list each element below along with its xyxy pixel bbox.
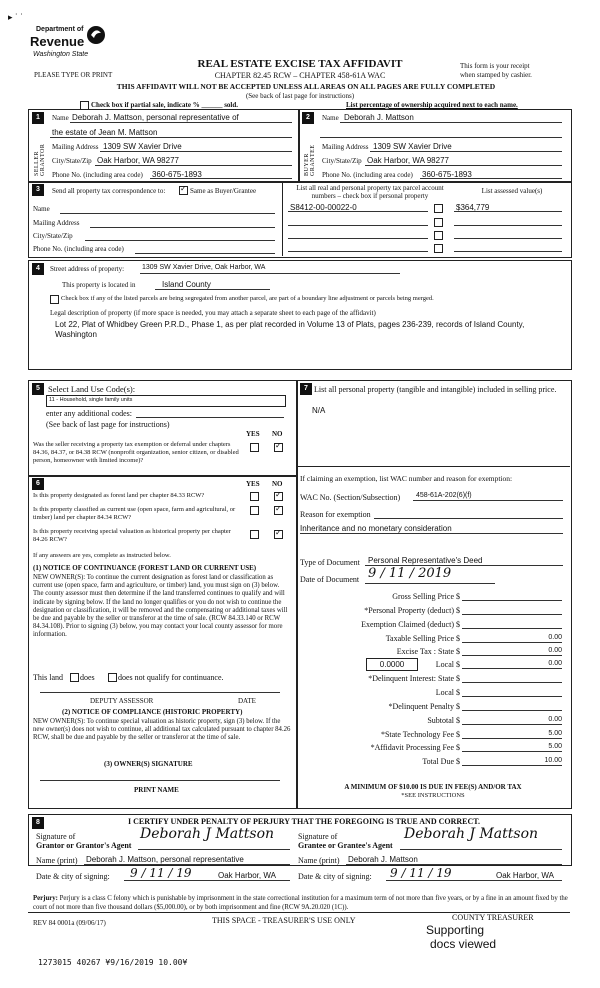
same-as-buyer-label: Same as Buyer/Grantee [190,187,257,195]
grantor-date-line [124,880,290,881]
grantee-date-label: Date & city of signing: [298,872,372,881]
stamp-supporting: Supporting [426,923,485,937]
forest-land-section [28,475,298,809]
receipt-stamp-id: 1273015 40267 ¥9/16/2019 10.00¥ [38,958,188,967]
deputy-line [40,692,280,693]
assessed-header: List assessed value(s) [481,187,543,195]
doc-date-line [365,583,495,584]
stamp-docs-viewed: docs viewed [430,937,497,951]
does-checkbox[interactable] [70,673,79,682]
wac-line [413,500,563,501]
legal-value[interactable]: Lot 22, Plat of Whidbey Green P.R.D., Phase 1, as per plat recorded in Volume 13 of Plats, pages 236-239, records of Island County, Washington [55,320,525,339]
same-as-buyer-checkbox[interactable] [179,186,188,195]
land-use-value: 11 - Household, single family units [49,397,133,403]
fee-local-label: Local $ [435,660,460,669]
parcel-line-2 [288,225,428,226]
land-use-select[interactable] [46,395,286,407]
does-not-checkbox[interactable] [108,673,117,682]
fee-personal-label: *Personal Property (deduct) $ [364,606,460,615]
buyer-mailing-label: Mailing Address [322,143,369,151]
receipt-note-1: This form is your receipt [460,62,530,70]
fee-local-value[interactable]: 0.00 [548,660,562,667]
owner-signature-label: (3) OWNER(S) SIGNATURE [104,760,193,768]
county-label: This property is located in [62,281,136,289]
assessed-line-3 [454,238,562,239]
buyer-name-value[interactable]: Deborah J. Mattson [344,113,414,122]
street-line [140,273,400,274]
personal-property-label: List all personal property (tangible and intangible) included in selling price. [314,385,557,394]
grantor-sig-label-2: Grantor or Grantor's Agent [36,841,132,850]
historic-question: Is this property receiving special valuation as historical property per chapter 84.26 RCW? [33,528,231,543]
receipt-note-2: when stamped by cashier. [460,71,532,79]
fee-technology-label: *State Technology Fee $ [380,730,460,739]
deputy-date-label: DATE [238,697,256,705]
grantor-date-value[interactable]: 9 / 11 / 19 [130,866,192,880]
reason-label: Reason for exemption [300,510,371,519]
notice-compliance-body: NEW OWNER(S): To continue special valuation as historic property, sign (3) below. If the new owner(s) does not wish to continue, all additional tax calculated pursuant to chapter 84.26 RCW, shall be due and payable by the seller or transferor at the time of sale. [33,718,291,742]
notice-compliance-title: (2) NOTICE OF COMPLIANCE (HISTORIC PROPERTY) [62,708,243,716]
wac-label: WAC No. (Section/Subsection) [300,493,401,502]
does-label: does [80,673,95,682]
fee-total-line [462,765,562,766]
land-use-see-back: (See back of last page for instructions) [46,420,170,429]
form-warning: THIS AFFIDAVIT WILL NOT BE ACCEPTED UNLESS ALL AREAS ON ALL PAGES ARE FULLY COMPLETED [116,82,496,91]
fee-technology-line [462,738,562,739]
doc-type-label: Type of Document [300,558,360,567]
grantee-name-value[interactable]: Deborah J. Mattson [348,855,418,864]
seller-phone-line [150,178,292,179]
parcel-line-4 [288,251,428,252]
buyer-phone-label: Phone No. (including area code) [322,171,413,179]
buyer-mailing-line [370,151,562,152]
parcel-personal-checkbox-4[interactable] [434,244,443,253]
fee-interest-local-line [462,696,562,697]
local-rate-value: 0.0000 [379,660,405,669]
fee-interest-state-line [462,682,562,683]
perjury-label: Perjury: [33,895,58,902]
doc-date-label: Date of Document [300,575,360,584]
additional-codes-label: enter any additional codes: [46,409,132,418]
reason-line [374,518,563,519]
seller-name-value-2[interactable]: the estate of Jean M. Mattson [52,128,158,137]
does-not-label: does not qualify for continuance. [118,673,224,682]
parcel-header: List all real and personal property tax parcel account numbers – check box if personal property [296,184,444,200]
parcel-personal-checkbox-3[interactable] [434,231,443,240]
buyer-name-line-2 [320,137,562,138]
grantee-sig-line [400,849,562,850]
county-treasurer: COUNTY TREASURER [452,913,534,922]
additional-codes-line [136,417,284,418]
logo-dept-line3: Washington State [33,51,89,58]
section-5-number: 5 [32,383,44,395]
grantor-signature[interactable]: Deborah J Mattson [140,826,275,842]
notice-continuance-title: (1) NOTICE OF CONTINUANCE (FOREST LAND OR CURRENT USE) [33,564,257,572]
reason-value[interactable]: Inheritance and no monetary consideration [300,524,452,533]
see-back-note: (See back of last page for instructions) [245,92,355,100]
grantee-date-line [386,880,562,881]
form-chapter: CHAPTER 82.45 RCW – CHAPTER 458-61A WAC [214,71,386,80]
fee-gross-line [462,600,562,601]
seller-phone-value[interactable]: 360-675-1893 [152,170,202,179]
segregated-checkbox[interactable] [50,295,59,304]
buyer-city-value[interactable]: Oak Harbor, WA 98277 [367,156,449,165]
fee-total-value[interactable]: 10.00 [544,757,562,764]
current-use-no-checkbox[interactable] [274,506,283,515]
seller-name-value[interactable]: Deborah J. Mattson, personal representative of [72,113,239,122]
parcel-value[interactable]: S8412-00-00022-0 [290,203,357,212]
fee-total-label: Total Due $ [422,757,460,766]
fee-personal-line [462,614,562,615]
seller-city-line [95,165,292,166]
street-label: Street address of property: [50,265,125,273]
seller-mailing-value[interactable]: 1309 SW Xavier Drive [103,142,182,151]
reason-line-2 [300,533,563,534]
seller-name-label: Name [52,114,69,122]
fee-gross-label: Gross Selling Price $ [392,592,460,601]
corr-city-line [85,240,275,241]
seller-city-label: City/State/Zip [52,157,92,165]
county-value[interactable]: Island County [162,280,211,289]
form-title: REAL ESTATE EXCISE TAX AFFIDAVIT [197,58,403,70]
section-5-no: NO [272,430,283,438]
send-correspondence-label: Send all property tax correspondence to: [52,187,166,195]
assessed-line-2 [454,225,562,226]
seller-phone-label: Phone No. (including area code) [52,171,143,179]
fee-interest-state-label: *Delinquent Interest: State $ [368,674,460,683]
section-6-yes: YES [246,480,260,488]
grantee-sig-label-2: Grantee or Grantee's Agent [298,841,393,850]
grantor-sig-label-1: Signature of [36,832,76,841]
logo-dept-line1: Department of [36,26,84,33]
form-revision: REV 84 0001a (09/06/17) [33,919,106,927]
section-2-number: 2 [302,112,314,124]
print-name-label: PRINT NAME [134,786,179,794]
buyer-side-label: BUYER GRANTEE [304,144,316,176]
buyer-city-label: City/State/Zip [322,157,362,165]
corr-mailing-line [90,227,275,228]
fee-exemption-label: Exemption Claimed (deduct) $ [361,620,460,629]
perjury-text: Perjury is a class C felony which is punishable by imprisonment in the state correctional institution for a maximum term of not more than five years, or by a fine in an amount fixed by the court of not more than five thousand dollars ($5,000.00), or by both imprisonment and fine (RCW 9A.20.020 (1C)). [33,895,568,911]
fee-processing-line [462,751,562,752]
fee-local-line [462,668,562,669]
assessed-value[interactable]: $364,779 [456,203,490,212]
fee-penalty-line [462,710,562,711]
parcel-personal-checkbox-2[interactable] [434,218,443,227]
grantor-name-line [84,864,290,865]
current-use-yes-checkbox[interactable] [250,506,259,515]
forest-question: Is this property designated as forest land per chapter 84.33 RCW? [33,492,205,499]
section-8-number: 8 [32,817,44,829]
fee-state-line [462,655,562,656]
historic-no-checkbox[interactable] [274,530,283,539]
fee-technology-value[interactable]: 5.00 [548,730,562,737]
historic-yes-checkbox[interactable] [250,530,259,539]
fee-interest-local-label: Local $ [435,688,460,697]
logo-swirl-icon [86,24,106,46]
wac-value[interactable]: 458-61A-202(6)(f) [416,492,472,499]
parcel-line-1 [288,211,428,212]
section-3-divider [282,181,283,256]
legal-label: Legal description of property (if more space is needed, you may attach a separate sheet to each page of the affidavit) [50,309,376,317]
buyer-mailing-value[interactable]: 1309 SW Xavier Drive [373,142,452,151]
seller-side-label: SELLER GRANTOR [34,143,46,176]
buyer-city-line [365,165,562,166]
assessed-line-1 [454,211,562,212]
if-any-yes: If any answers are yes, complete as instructed below. [33,552,171,559]
this-land-label: This land [33,673,63,682]
exemption-question: Was the seller receiving a property tax exemption or deferral under chapters 84.36, 84.37, or 84.38 RCW (nonprofit organization, senior citizen, or disabled person, homeowner with limited income)? [33,441,239,464]
corr-mailing-label: Mailing Address [33,219,80,227]
grantor-sig-line [138,849,290,850]
corr-city-label: City/State/Zip [33,232,73,240]
seller-mailing-line [100,151,292,152]
county-line [155,289,270,290]
grantee-signature[interactable]: Deborah J Mattson [404,826,539,842]
forest-no-checkbox[interactable] [274,492,283,501]
fee-exemption-line [462,628,562,629]
grantee-name-line [346,864,562,865]
fee-subtotal-label: Subtotal $ [427,716,460,725]
segregated-label: Check box if any of the listed parcels are being segregated from another parcel, are part of a boundary line adjustment or parcels being merged. [61,295,434,302]
exemption-claim-label: If claiming an exemption, list WAC number and reason for exemption: [300,474,513,483]
assessed-line-4 [454,251,562,252]
forest-yes-checkbox[interactable] [250,492,259,501]
doc-type-value[interactable]: Personal Representative's Deed [368,556,483,565]
owner-signature-line [40,780,280,781]
fee-subtotal-value[interactable]: 0.00 [548,716,562,723]
fee-subtotal-line [462,724,562,725]
please-type: PLEASE TYPE OR PRINT [34,71,113,79]
corr-name-label: Name [33,205,50,213]
grantee-name-label: Name (print) [298,856,340,865]
grantor-date-label: Date & city of signing: [36,872,110,881]
section-3-number: 3 [32,184,44,196]
buyer-phone-value[interactable]: 360-675-1893 [422,170,472,179]
logo-dept-line2: Revenue [30,34,85,49]
personal-property-value[interactable]: N/A [312,406,326,415]
partial-sale-label: Check box if partial sale, indicate % ______ sold. [91,101,239,109]
section-6-no: NO [272,480,283,488]
grantee-date-value[interactable]: 9 / 11 / 19 [390,866,452,880]
seller-name-line [70,122,292,123]
buyer-name-label: Name [322,114,339,122]
exemption-no-checkbox[interactable] [274,443,283,452]
corr-phone-line [135,253,275,254]
exemption-yes-checkbox[interactable] [250,443,259,452]
section-7-divider [296,466,570,467]
grantee-sig-label-1: Signature of [298,832,338,841]
perjury-note [33,894,573,912]
notice-continuance-body: NEW OWNER(S): To continue the current designation as forest land or classification as current use (open space, farm and agriculture, or timber) land, you must sign on (3) below. The county assessor must then determine if the land transferred continues to qualify and will indicate by signing below. If the land no longer qualifies or you do not wish to continue the designation or classification, it will be removed and the compensating or additional taxes will be due and payable by the seller or transferor at the time of sale. (RCW 84.33.140 or RCW 84.34.108). Prior to signing (3) below, you may contact your local county assessor for more information. [33,574,288,639]
certify-statement: I CERTIFY UNDER PENALTY OF PERJURY THAT THE FOREGOING IS TRUE AND CORRECT. [128,817,481,826]
fee-state-value[interactable]: 0.00 [548,647,562,654]
grantor-city-value[interactable]: Oak Harbor, WA [218,871,276,880]
grantor-name-label: Name (print) [36,856,78,865]
street-value[interactable]: 1309 SW Xavier Drive, Oak Harbor, WA [142,264,266,271]
percent-list-note: List percentage of ownership acquired next to each name. [346,101,518,109]
fee-penalty-label: *Delinquent Penalty $ [388,702,460,711]
section-4-number: 4 [32,263,44,275]
doc-date-value[interactable]: 9 / 11 / 2019 [368,566,452,581]
fee-taxable-value[interactable]: 0.00 [548,634,562,641]
buyer-name-line [340,122,562,123]
corner-marks: ▸ ˙ ˙ [8,12,24,22]
section-7-number: 7 [300,383,312,395]
fee-processing-label: *Affidavit Processing Fee $ [370,743,460,752]
fee-state-label: Excise Tax : State $ [396,647,460,656]
fee-taxable-line [462,642,562,643]
parcel-line-3 [288,238,428,239]
see-instructions-note: *SEE INSTRUCTIONS [401,792,465,799]
grantee-city-value[interactable]: Oak Harbor, WA [496,871,554,880]
deputy-assessor-label: DEPUTY ASSESSOR [90,697,154,705]
section-6-number: 6 [32,478,44,490]
revenue-logo [28,24,106,64]
land-use-label: Select Land Use Code(s): [48,384,136,394]
fee-taxable-label: Taxable Selling Price $ [385,634,460,643]
corr-phone-label: Phone No. (including area code) [33,245,124,253]
treasurer-space: THIS SPACE - TREASURER'S USE ONLY [212,916,356,925]
buyer-phone-line [420,178,562,179]
current-use-question: Is this property classified as current use (open space, farm and agricultural, or timber) land per chapter 84.34 RCW? [33,506,236,521]
minimum-fee-note: A MINIMUM OF $10.00 IS DUE IN FEE(S) AND/OR TAX [344,783,522,791]
seller-mailing-label: Mailing Address [52,143,99,151]
section-5-yes: YES [246,430,260,438]
seller-name-line-2 [50,137,292,138]
seller-city-value[interactable]: Oak Harbor, WA 98277 [97,156,179,165]
section-1-number: 1 [32,112,44,124]
grantor-name-value[interactable]: Deborah J. Mattson, personal representative [86,855,244,864]
parcel-personal-checkbox-1[interactable] [434,204,443,213]
fee-processing-value[interactable]: 5.00 [548,743,562,750]
corr-name-line [60,213,275,214]
